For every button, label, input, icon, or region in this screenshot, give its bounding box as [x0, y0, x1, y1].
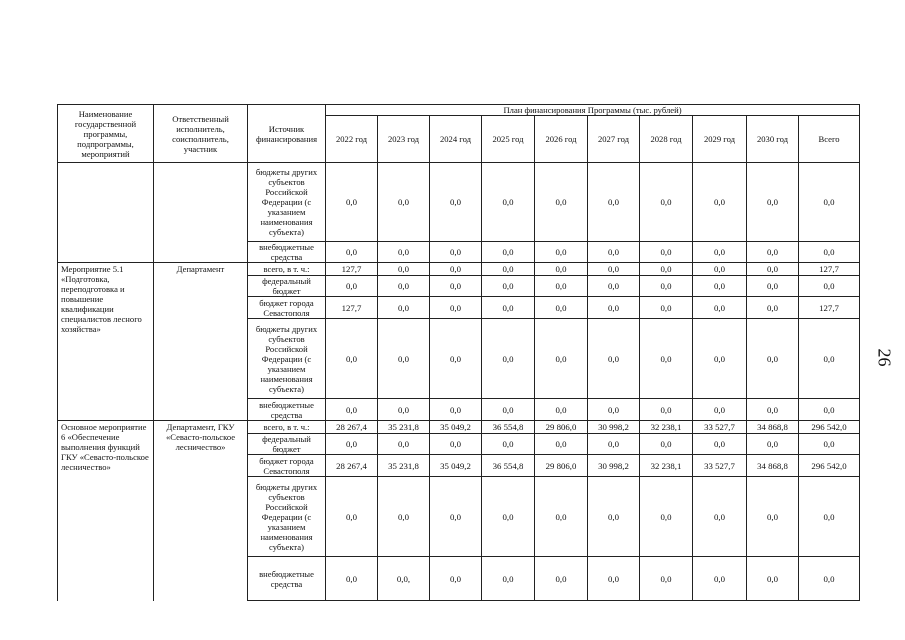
funding-value: 0,0 — [378, 163, 430, 242]
funding-value: 35 049,2 — [430, 421, 482, 434]
funding-value: 30 998,2 — [588, 421, 640, 434]
funding-value: 33 527,7 — [693, 421, 747, 434]
header-plan: План финансирования Программы (тыс. рублей) — [326, 105, 860, 116]
funding-source: всего, в т. ч.: — [248, 263, 326, 276]
funding-value: 0,0 — [326, 242, 378, 263]
funding-value: 0,0 — [640, 276, 693, 297]
funding-value: 0,0 — [326, 163, 378, 242]
funding-value: 0,0 — [326, 557, 378, 601]
funding-value: 0,0 — [430, 434, 482, 455]
header-year: 2025 год — [482, 116, 535, 163]
funding-value: 0,0 — [482, 242, 535, 263]
funding-source: внебюджетные средства — [248, 557, 326, 601]
funding-source: бюджеты других субъектов Российской Федерации (с указанием наименования субъекта) — [248, 319, 326, 399]
financing-table-page — [57, 104, 859, 601]
funding-value: 0,0, — [378, 557, 430, 601]
activity-executor: Департамент — [154, 263, 248, 421]
header-year: Всего — [799, 116, 860, 163]
funding-value: 0,0 — [430, 297, 482, 319]
funding-value: 0,0 — [799, 557, 860, 601]
header-program-name: Наименование государственной программы, подпрограммы, мероприятий — [58, 105, 154, 163]
funding-value: 0,0 — [482, 557, 535, 601]
header-executor: Ответственный исполнитель, соисполнитель, участник — [154, 105, 248, 163]
funding-value: 0,0 — [482, 477, 535, 557]
funding-value: 296 542,0 — [799, 455, 860, 477]
funding-source: внебюджетные средства — [248, 242, 326, 263]
funding-value: 0,0 — [693, 319, 747, 399]
funding-value: 32 238,1 — [640, 421, 693, 434]
funding-value: 35 049,2 — [430, 455, 482, 477]
activity-name: Основное мероприятие 6 «Обеспечение выполнения функций ГКУ «Севасто-польское лесничество» — [58, 421, 154, 601]
funding-source: федеральный бюджет — [248, 276, 326, 297]
funding-value: 0,0 — [588, 297, 640, 319]
funding-value: 0,0 — [799, 399, 860, 421]
funding-value: 0,0 — [430, 263, 482, 276]
table-row — [58, 421, 860, 434]
funding-value: 0,0 — [640, 557, 693, 601]
activity-name — [58, 163, 154, 263]
funding-value: 0,0 — [747, 557, 799, 601]
funding-value: 0,0 — [535, 263, 588, 276]
funding-value: 0,0 — [535, 399, 588, 421]
funding-value: 0,0 — [799, 434, 860, 455]
funding-value: 0,0 — [640, 434, 693, 455]
funding-value: 34 868,8 — [747, 421, 799, 434]
funding-value: 29 806,0 — [535, 455, 588, 477]
funding-value: 0,0 — [430, 242, 482, 263]
funding-value: 0,0 — [747, 434, 799, 455]
funding-value: 0,0 — [482, 276, 535, 297]
funding-source: бюджеты других субъектов Российской Федерации (с указанием наименования субъекта) — [248, 163, 326, 242]
funding-value: 0,0 — [640, 319, 693, 399]
header-year: 2023 год — [378, 116, 430, 163]
funding-value: 0,0 — [693, 163, 747, 242]
funding-value: 0,0 — [378, 399, 430, 421]
funding-value: 0,0 — [482, 399, 535, 421]
funding-value: 36 554,8 — [482, 421, 535, 434]
funding-value: 0,0 — [693, 276, 747, 297]
table-row — [58, 163, 860, 242]
funding-value: 0,0 — [693, 399, 747, 421]
funding-value: 127,7 — [799, 297, 860, 319]
funding-value: 0,0 — [535, 297, 588, 319]
funding-value: 36 554,8 — [482, 455, 535, 477]
funding-value: 0,0 — [693, 263, 747, 276]
funding-value: 0,0 — [430, 557, 482, 601]
funding-value: 30 998,2 — [588, 455, 640, 477]
funding-value: 0,0 — [693, 434, 747, 455]
funding-value: 0,0 — [535, 434, 588, 455]
funding-value: 0,0 — [482, 297, 535, 319]
funding-value: 28 267,4 — [326, 421, 378, 434]
funding-value: 0,0 — [482, 434, 535, 455]
funding-value: 0,0 — [747, 276, 799, 297]
funding-value: 33 527,7 — [693, 455, 747, 477]
funding-source: всего, в т. ч.: — [248, 421, 326, 434]
funding-value: 0,0 — [326, 399, 378, 421]
funding-value: 0,0 — [588, 263, 640, 276]
funding-value: 0,0 — [535, 163, 588, 242]
funding-value: 0,0 — [588, 477, 640, 557]
funding-value: 0,0 — [640, 399, 693, 421]
funding-value: 0,0 — [378, 242, 430, 263]
funding-source: бюджет города Севастополя — [248, 297, 326, 319]
funding-value: 0,0 — [588, 557, 640, 601]
funding-value: 32 238,1 — [640, 455, 693, 477]
funding-value: 0,0 — [378, 477, 430, 557]
header-year: 2022 год — [326, 116, 378, 163]
page-number: 26 — [874, 348, 895, 367]
funding-source: федеральный бюджет — [248, 434, 326, 455]
funding-value: 0,0 — [430, 163, 482, 242]
table-row — [58, 263, 860, 276]
funding-value: 0,0 — [535, 477, 588, 557]
funding-value: 0,0 — [326, 276, 378, 297]
header-source: Источник финансирования — [248, 105, 326, 163]
funding-value: 0,0 — [640, 163, 693, 242]
funding-value: 0,0 — [482, 263, 535, 276]
header-year: 2024 год — [430, 116, 482, 163]
funding-value: 0,0 — [799, 276, 860, 297]
funding-value: 0,0 — [378, 263, 430, 276]
funding-value: 0,0 — [747, 263, 799, 276]
activity-executor — [154, 163, 248, 263]
funding-value: 0,0 — [430, 319, 482, 399]
funding-value: 0,0 — [482, 319, 535, 399]
header-year: 2026 год — [535, 116, 588, 163]
funding-value: 0,0 — [378, 276, 430, 297]
funding-value: 0,0 — [799, 163, 860, 242]
funding-value: 0,0 — [693, 297, 747, 319]
funding-source: бюджеты других субъектов Российской Федерации (с указанием наименования субъекта) — [248, 477, 326, 557]
funding-value: 0,0 — [640, 477, 693, 557]
funding-value: 35 231,8 — [378, 455, 430, 477]
funding-value: 28 267,4 — [326, 455, 378, 477]
funding-value: 0,0 — [482, 163, 535, 242]
financing-table — [57, 104, 860, 601]
funding-source: бюджет города Севастополя — [248, 455, 326, 477]
funding-value: 0,0 — [588, 319, 640, 399]
funding-value: 0,0 — [588, 242, 640, 263]
funding-value: 0,0 — [747, 297, 799, 319]
funding-source: внебюджетные средства — [248, 399, 326, 421]
funding-value: 0,0 — [430, 276, 482, 297]
funding-value: 296 542,0 — [799, 421, 860, 434]
funding-value: 0,0 — [588, 399, 640, 421]
funding-value: 0,0 — [378, 297, 430, 319]
funding-value: 0,0 — [378, 319, 430, 399]
funding-value: 0,0 — [747, 477, 799, 557]
funding-value: 0,0 — [326, 434, 378, 455]
funding-value: 0,0 — [535, 276, 588, 297]
header-year: 2028 год — [640, 116, 693, 163]
funding-value: 0,0 — [640, 263, 693, 276]
funding-value: 0,0 — [535, 242, 588, 263]
funding-value: 0,0 — [378, 434, 430, 455]
funding-value: 0,0 — [799, 242, 860, 263]
funding-value: 0,0 — [430, 399, 482, 421]
funding-value: 0,0 — [640, 242, 693, 263]
funding-value: 0,0 — [747, 399, 799, 421]
funding-value: 0,0 — [747, 163, 799, 242]
funding-value: 0,0 — [326, 477, 378, 557]
funding-value: 127,7 — [326, 263, 378, 276]
funding-value: 0,0 — [535, 319, 588, 399]
header-year: 2030 год — [747, 116, 799, 163]
funding-value: 0,0 — [326, 319, 378, 399]
funding-value: 0,0 — [588, 276, 640, 297]
funding-value: 0,0 — [535, 557, 588, 601]
funding-value: 0,0 — [693, 242, 747, 263]
funding-value: 0,0 — [747, 242, 799, 263]
header-year: 2027 год — [588, 116, 640, 163]
funding-value: 0,0 — [747, 319, 799, 399]
funding-value: 35 231,8 — [378, 421, 430, 434]
funding-value: 0,0 — [430, 477, 482, 557]
funding-value: 0,0 — [588, 434, 640, 455]
funding-value: 0,0 — [693, 557, 747, 601]
funding-value: 0,0 — [640, 297, 693, 319]
funding-value: 0,0 — [799, 477, 860, 557]
funding-value: 127,7 — [326, 297, 378, 319]
funding-value: 127,7 — [799, 263, 860, 276]
funding-value: 0,0 — [588, 163, 640, 242]
funding-value: 34 868,8 — [747, 455, 799, 477]
header-year: 2029 год — [693, 116, 747, 163]
activity-name: Мероприятие 5.1 «Подготовка, переподготовка и повышение квалификации специалистов лесного хозяйства» — [58, 263, 154, 421]
funding-value: 29 806,0 — [535, 421, 588, 434]
activity-executor: Департамент, ГКУ «Севасто-польское лесничество» — [154, 421, 248, 601]
funding-value: 0,0 — [799, 319, 860, 399]
funding-value: 0,0 — [693, 477, 747, 557]
